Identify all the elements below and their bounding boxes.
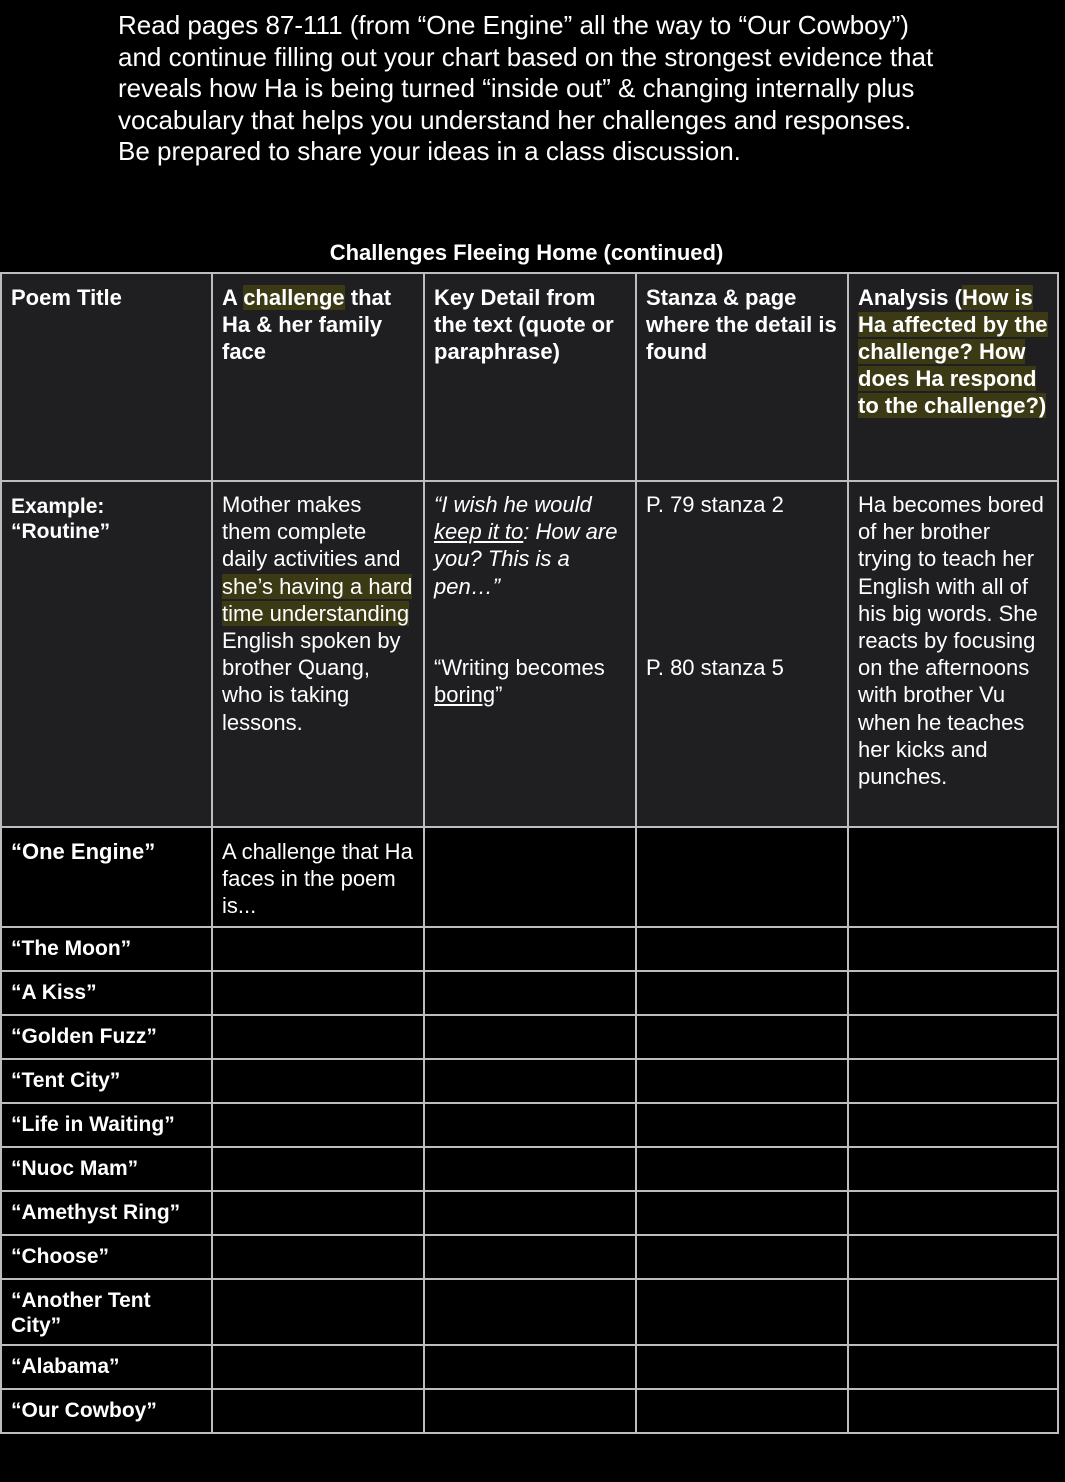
analysis-cell[interactable] <box>848 971 1058 1015</box>
stanza-page-cell[interactable] <box>636 827 848 927</box>
stanza-page-cell[interactable] <box>636 1345 848 1389</box>
stanza-page-cell[interactable] <box>636 1235 848 1279</box>
analysis-cell[interactable] <box>848 1015 1058 1059</box>
example-detail2-b: ” <box>495 682 503 708</box>
example-detail2-underlined: boring <box>434 682 496 708</box>
key-detail-cell[interactable] <box>424 827 636 927</box>
poem-title-cell: “Life in Waiting” <box>1 1103 212 1147</box>
challenges-chart <box>0 272 1059 1434</box>
table-row <box>1 1345 1058 1389</box>
example-analysis: Ha becomes bored of her brother trying to teach her English with all of his big words. She reacts by focusing on the afternoons with brother Vu when he teaches her kicks and punches. <box>848 481 1058 827</box>
analysis-cell[interactable] <box>848 827 1058 927</box>
challenge-cell[interactable] <box>212 927 424 971</box>
key-detail-cell[interactable] <box>424 1389 636 1433</box>
key-detail-cell[interactable] <box>424 1147 636 1191</box>
analysis-cell[interactable] <box>848 1059 1058 1103</box>
example-poem-title: Example: “Routine” <box>1 481 212 827</box>
header-poem-title: Poem Title <box>1 273 212 481</box>
example-challenge-highlight: she’s having a hard time understanding <box>222 573 413 626</box>
example-challenge <box>212 481 424 827</box>
table-row <box>1 1015 1058 1059</box>
header-challenge-highlight: challenge <box>243 285 345 310</box>
header-analysis-highlight: How is Ha affected by the challenge? How does Ha respond to the challenge?) <box>858 285 1048 418</box>
stanza-page-cell[interactable] <box>636 1103 848 1147</box>
key-detail-cell[interactable] <box>424 1235 636 1279</box>
key-detail-cell[interactable] <box>424 1059 636 1103</box>
example-challenge-a: Mother makes them complete daily activities and <box>222 492 401 572</box>
poem-title-cell: “Our Cowboy” <box>1 1389 212 1433</box>
stanza-page-cell[interactable] <box>636 1147 848 1191</box>
challenge-cell[interactable] <box>212 1059 424 1103</box>
table-row <box>1 1059 1058 1103</box>
poem-title-cell: “A Kiss” <box>1 971 212 1015</box>
example-stanza2: P. 80 stanza 5 <box>646 655 784 681</box>
poem-title-cell: “Another Tent City” <box>1 1279 212 1345</box>
challenge-cell[interactable] <box>212 1103 424 1147</box>
instructions-text: Read pages 87-111 (from “One Engine” all the way to “Our Cowboy”) and continue filling out your chart based on the strongest evidence that reveals how Ha is being turned “inside out” & changing internally plus vocabulary that helps you understand her challenges and responses. Be prepared to share your ideas in a class discussion. <box>118 10 934 166</box>
key-detail-cell[interactable] <box>424 1103 636 1147</box>
key-detail-cell[interactable] <box>424 1015 636 1059</box>
key-detail-cell[interactable] <box>424 971 636 1015</box>
challenge-cell[interactable] <box>212 1389 424 1433</box>
key-detail-cell[interactable] <box>424 1191 636 1235</box>
analysis-cell[interactable] <box>848 1147 1058 1191</box>
table-row <box>1 971 1058 1015</box>
analysis-cell[interactable] <box>848 927 1058 971</box>
example-detail1 <box>434 492 617 599</box>
poem-title-cell: “Nuoc Mam” <box>1 1147 212 1191</box>
example-detail1-underlined: keep it to <box>434 519 524 545</box>
analysis-cell[interactable] <box>848 1279 1058 1345</box>
example-row <box>1 481 1058 827</box>
challenge-cell[interactable] <box>212 1235 424 1279</box>
analysis-cell[interactable] <box>848 1389 1058 1433</box>
table-row <box>1 1235 1058 1279</box>
challenge-cell[interactable] <box>212 1279 424 1345</box>
table-row <box>1 1103 1058 1147</box>
poem-title-cell: “Choose” <box>1 1235 212 1279</box>
table-row <box>1 827 1058 927</box>
table-title: Challenges Fleeing Home (continued) <box>329 240 724 265</box>
header-analysis <box>848 273 1058 481</box>
challenge-cell[interactable] <box>212 1147 424 1191</box>
challenge-cell[interactable] <box>212 1191 424 1235</box>
stanza-page-cell[interactable] <box>636 1015 848 1059</box>
analysis-cell[interactable] <box>848 1103 1058 1147</box>
table-row <box>1 927 1058 971</box>
key-detail-cell[interactable] <box>424 1279 636 1345</box>
stanza-page-cell[interactable] <box>636 1191 848 1235</box>
poem-title-cell: “Alabama” <box>1 1345 212 1389</box>
example-detail1-b: : How are you? This is a pen…” <box>434 519 618 599</box>
header-challenge <box>212 273 424 481</box>
key-detail-cell[interactable] <box>424 927 636 971</box>
example-stanza-page <box>636 481 848 827</box>
stanza-page-cell[interactable] <box>636 1059 848 1103</box>
analysis-cell[interactable] <box>848 1345 1058 1389</box>
table-row <box>1 1389 1058 1433</box>
table-row <box>1 1147 1058 1191</box>
example-detail2 <box>434 655 605 707</box>
stanza-page-cell[interactable] <box>636 1389 848 1433</box>
analysis-cell[interactable] <box>848 1191 1058 1235</box>
header-key-detail: Key Detail from the text (quote or paraphrase) <box>424 273 636 481</box>
header-row <box>1 273 1058 481</box>
poem-title-cell: “Amethyst Ring” <box>1 1191 212 1235</box>
table-row <box>1 1279 1058 1345</box>
header-stanza-page: Stanza & page where the detail is found <box>636 273 848 481</box>
poem-title-cell: “Tent City” <box>1 1059 212 1103</box>
example-detail1-a: “I wish he would <box>434 492 592 517</box>
stanza-page-cell[interactable] <box>636 1279 848 1345</box>
challenge-cell[interactable] <box>212 1015 424 1059</box>
example-key-detail <box>424 481 636 827</box>
poem-title-cell: “The Moon” <box>1 927 212 971</box>
challenge-cell[interactable]: A challenge that Ha faces in the poem is... <box>212 827 424 927</box>
poem-title-cell: “Golden Fuzz” <box>1 1015 212 1059</box>
header-analysis-pre: Analysis ( <box>858 285 962 310</box>
key-detail-cell[interactable] <box>424 1345 636 1389</box>
challenge-cell[interactable] <box>212 971 424 1015</box>
stanza-page-cell[interactable] <box>636 927 848 971</box>
example-challenge-b: English spoken by brother Quang, who is taking lessons. <box>222 628 401 735</box>
example-stanza1: P. 79 stanza 2 <box>646 492 784 517</box>
header-challenge-pre: A <box>222 285 244 310</box>
example-detail2-a: “Writing becomes <box>434 654 605 680</box>
challenge-cell[interactable] <box>212 1345 424 1389</box>
poem-title-cell: “One Engine” <box>1 827 212 927</box>
analysis-cell[interactable] <box>848 1235 1058 1279</box>
stanza-page-cell[interactable] <box>636 971 848 1015</box>
table-row <box>1 1191 1058 1235</box>
header-challenge-post: that Ha & her family face <box>222 285 392 364</box>
